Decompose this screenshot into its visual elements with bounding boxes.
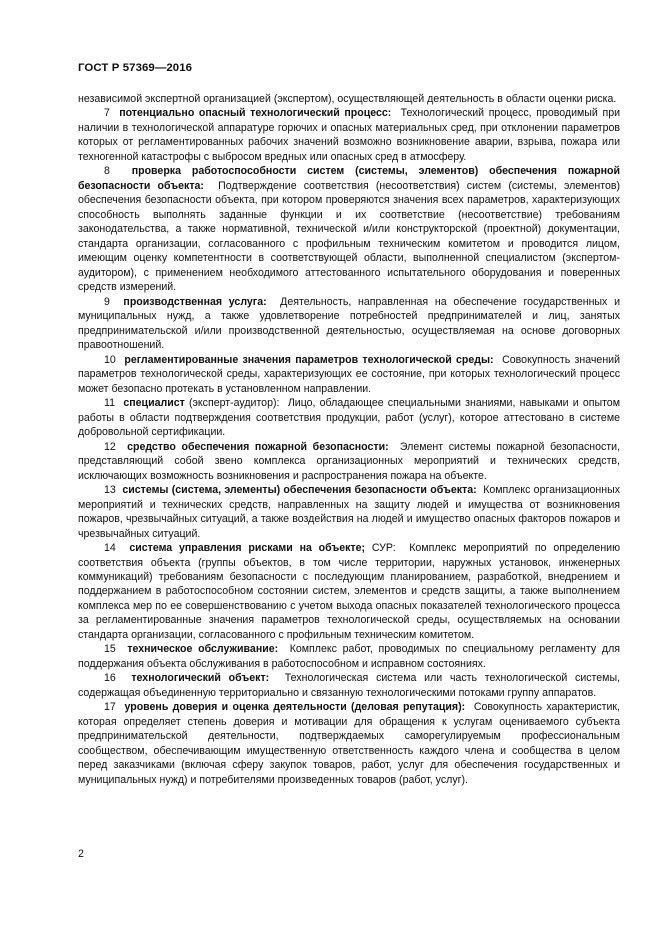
definition-entry [78,483,620,541]
entry-number: 14 [104,542,116,555]
entry-number: 10 [104,353,116,366]
definition-entry [78,642,620,671]
entry-definition: Комплекс мероприятий по определению соответствия объекта (группы объектов, в том числе территории, наружных установок, инженерных коммуникаций) требованиям безопасности с последующим планированием, разработкой, внедрением и поддержанием в работоспособном состоянии систем, элементов и средств защиты, а также выполнением комплекса мер по ее совершенствованию с учетом выхода опасных показателей технологического процесса за регламентированные значения параметров технологической среды, осуществляемых на основании стандарта организации, согласованного с профильным техническим комитетом. [78,542,621,641]
entry-definition: Комплекс организационных мероприятий и технических средств, направленных на защиту людей и имущества от возникновения пожаров, чрезвычайных ситуаций, а также воздействия на людей и имущество опасных факторов пожаров и чрезвычайных ситуаций. [78,484,620,540]
entry-number: 9 [104,295,110,308]
entry-term: система управления рисками на объекте; [129,542,366,555]
entry-number: 17 [104,701,116,714]
entry-number: 15 [104,643,116,656]
entry-definition: Деятельность, направленная на обеспечение государственных и муниципальных нужд, а также удовлетворение потребностей предпринимателей и лиц, занятых предпринимательской и/или производственной деятельностью, осуществляемая на основе договорных правоотношений. [78,295,621,352]
definition-entry [78,164,620,294]
entry-term: технологический объект: [131,672,270,685]
entry-number: 12 [104,440,116,453]
page-number: 2 [78,848,84,860]
entry-number: 16 [104,672,116,685]
entry-definition: Комплекс работ, проводимых по специальному регламенту для поддержания объекта обслуживания в работоспособном и исправном состояниях. [78,643,621,670]
definition-entry [78,396,620,439]
entry-term: регламентированные значения параметров технологической среды: [124,353,494,366]
entry-number: 7 [104,107,110,120]
entry-number: 11 [104,397,115,410]
entry-definition: Элемент системы пожарной безопасности, представляющий собой звено комплекса организационных мероприятий и технических средств, исключающих возможность возникновения и распространения пожара на объекте. [78,440,621,482]
entry-term: потенциально опасный технологический процесс: [119,107,392,120]
entry-definition: Совокупность значений параметров технологической среды, характеризующих ее состояние, при которых технологический процесс может безопасно протекать в установленном направлении. [78,353,621,395]
entry-term: производственная услуга: [123,295,267,308]
definition-entry [78,671,620,700]
entry-definition: Технологический процесс, проводимый при наличии в технологической аппаратуре горючих и опасных материальных сред, при отклонении параметров которых от регламентированных рабочих значений возможно возникновение аварии, взрыва, пожара или техногенной катастрофы с выбросом вредных или опасных сред в атмосферу. [78,107,621,163]
definition-entry [78,700,620,787]
entry-term: средство обеспечения пожарной безопасности: [127,440,389,453]
page-header-standard-number: ГОСТ Р 57369—2016 [78,62,193,74]
entry-term: уровень доверия и оценка деятельности (деловая репутация): [124,701,466,714]
entry-definition: Совокупность характеристик, которая определяет степень доверия и мотивации для обращения к услугам оцениваемого субъекта предпринимательской деятельности, подтверждаемых саморегулируемым профессиональным сообществом, обеспечивающим имущественную ответственность каждого члена и сообщества в целом перед заказчиками (включая сферу закупок товаров, работ, услуг для обеспечения государственных и муниципальных нужд) и потребителями произведенных товаров (работ, услуг). [78,701,621,786]
entry-term: системы (система, элементы) обеспечения безопасности объекта: [122,484,477,497]
entry-term-suffix: (эксперт-аудитор): [188,397,280,410]
definition-entry [78,295,620,353]
definition-entries-list [78,106,620,787]
entry-term-suffix: СУР: [371,542,396,555]
entry-number: 13 [104,484,116,497]
definition-entry [78,440,620,483]
entry-term: техническое обслуживание: [127,643,279,656]
entry-term: проверка работоспособности систем (системы, элементов) обеспечения пожарной безопасности объекта: [78,165,620,192]
definition-entry [78,541,620,642]
entry-definition: Подтверждение соответствия (несоответствия) систем (системы, элементов) обеспечения безопасности объекта, при котором проверяются значения всех параметров, характеризующих способность выполнять заданные функции и их соответствие (несоответствие) требованиям законодательства, а также нормативной, технической и/или конструкторской (проектной) документации, стандарта организации, согласованного с профильным техническим комитетом и проводится лицом, имеющим оценку компетентности в соответствующей области, выполненной специалистом (экспертом-аудитором), с применением необходимого аттестованного испытательного оборудования и поверенных средств измерений. [78,179,620,294]
entry-definition: Лицо, обладающее специальными знаниями, навыками и опытом работы в области подтверждения соответствия продукции, работ (услуг), которое аттестовано в системе добровольной сертификации. [78,397,620,439]
entry-number: 8 [104,165,110,178]
document-body [78,92,620,787]
definition-entry [78,106,620,164]
definition-entry [78,353,620,396]
entry-term: специалист [123,397,185,410]
entry-definition: Технологическая система или часть технологической системы, содержащая объединенную территориально и связанную технологическими потоками группу аппаратов. [78,672,621,699]
continuation-paragraph: независимой экспертной организацией (экспертом), осуществляющей деятельность в области оценки риска. [78,93,617,105]
